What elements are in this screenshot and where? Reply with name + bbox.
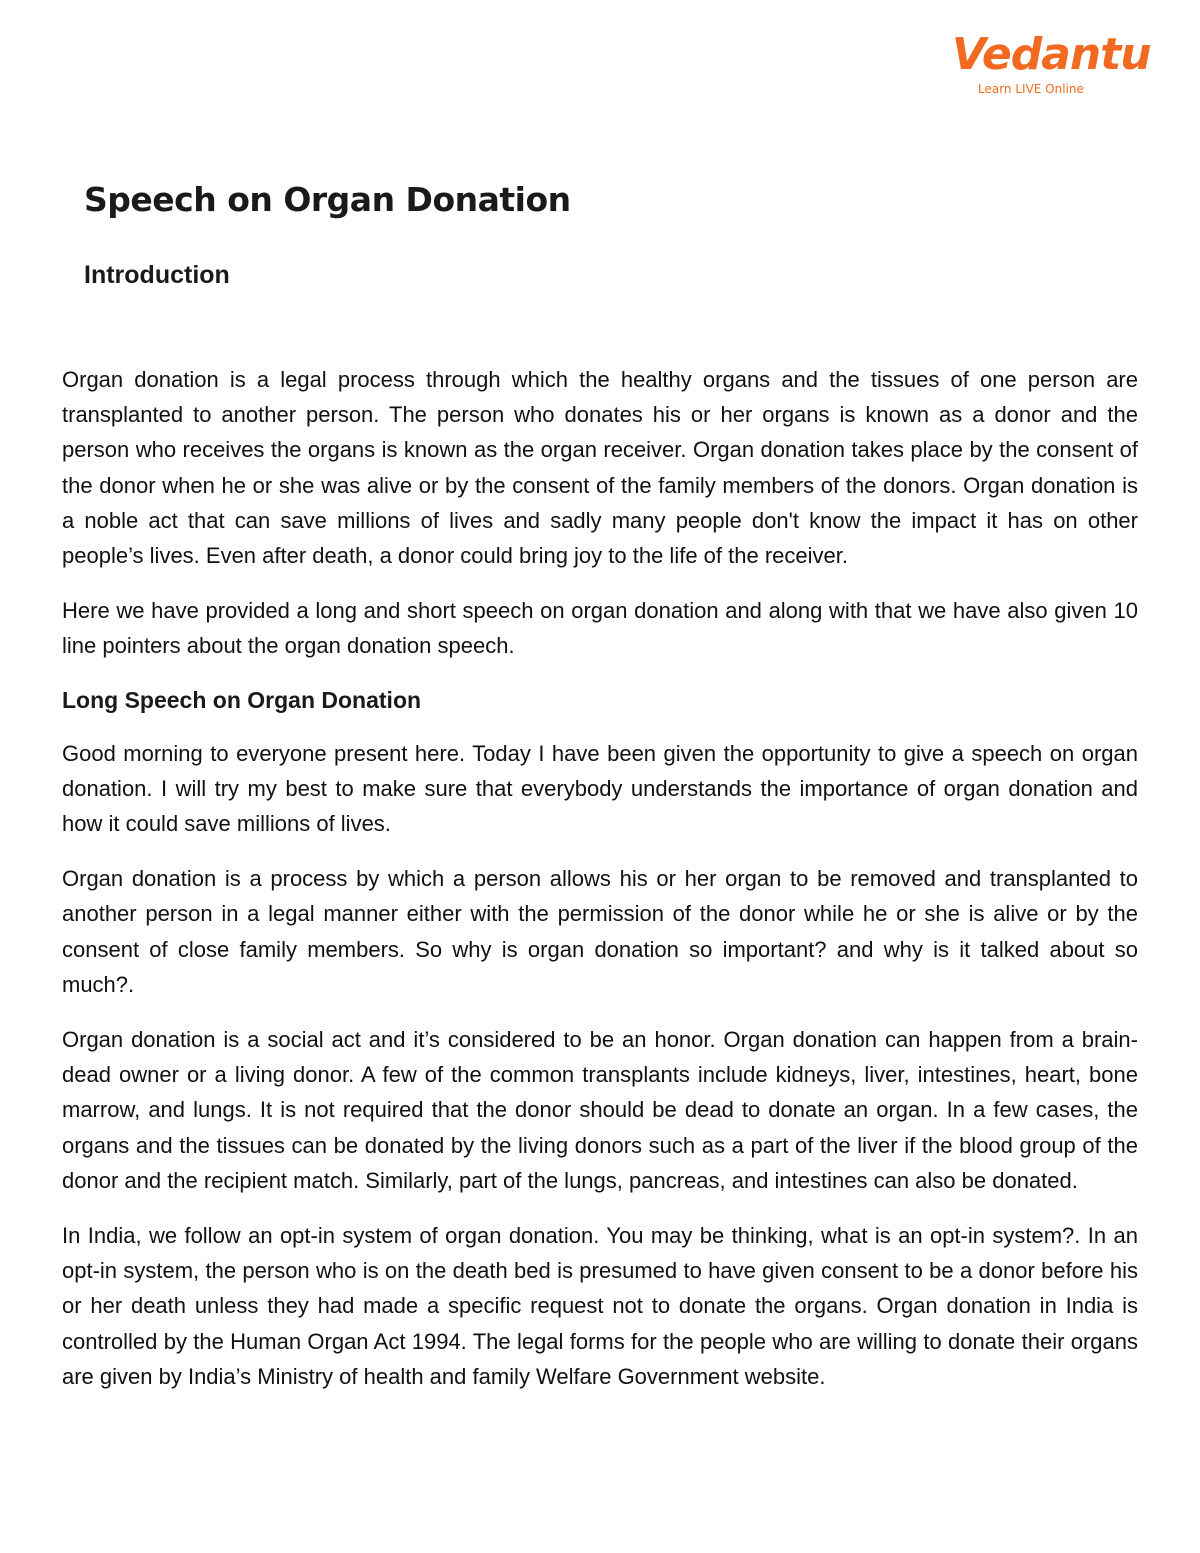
page-title: Speech on Organ Donation [84,180,571,219]
long-speech-paragraph-1: Good morning to everyone present here. Today I have been given the opportunity to give a speech on organ donation. I will try my best to make sure that everybody understands the importance of organ donation and how it could save millions of lives. [62,740,1138,837]
logo-tagline: Learn LIVE Online [978,82,1084,96]
document-body [62,362,1138,1414]
long-speech-paragraph-2: Organ donation is a process by which a person allows his or her organ to be removed and transplanted to another person in a legal manner either with the permission of the donor while he or she is alive or by the consent of close family members. So why is organ donation so important? and why is it talked about so much?. [62,866,1138,997]
long-speech-heading: Long Speech on Organ Donation [62,686,422,713]
intro-paragraph-1: Organ donation is a legal process through which the healthy organs and the tissues of one person are transplanted to another person. The person who donates his or her organs is known as a donor and the person who receives the organs is known as the organ receiver. Organ donation takes place by the consent of the donor when he or she was alive or by the consent of the family members of the donors. Organ donation is a noble act that can save millions of lives and sadly many people don't know the impact it has on other people’s lives. Even after death, a donor could bring joy to the life of the receiver. [62,367,1138,569]
long-speech-paragraph-4: In India, we follow an opt-in system of organ donation. You may be thinking, what is an opt-in system?. In an opt-in system, the person who is on the death bed is presumed to have given consent to be a donor before his or her death unless they had made a specific request not to donate the organs. Organ donation in India is controlled by the Human Organ Act 1994. The legal forms for the people who are willing to donate their organs are given by India’s Ministry of health and family Welfare Government website. [62,1223,1138,1389]
long-speech-paragraph-3: Organ donation is a social act and it’s considered to be an honor. Organ donation can happen from a brain-dead owner or a living donor. A few of the common transplants include kidneys, liver, intestines, heart, bone marrow, and lungs. It is not required that the donor should be dead to donate an organ. In a few cases, the organs and the tissues can be donated by the living donors such as a part of the liver if the blood group of the donor and the recipient match. Similarly, part of the lungs, pancreas, and intestines can also be donated. [62,1027,1138,1193]
intro-paragraph-2: Here we have provided a long and short speech on organ donation and along with that we have also given 10 line pointers about the organ donation speech. [62,598,1138,659]
introduction-heading: Introduction [84,261,230,289]
vedantu-logo [952,29,1151,96]
logo-wordmark: Vedantu [952,29,1151,80]
